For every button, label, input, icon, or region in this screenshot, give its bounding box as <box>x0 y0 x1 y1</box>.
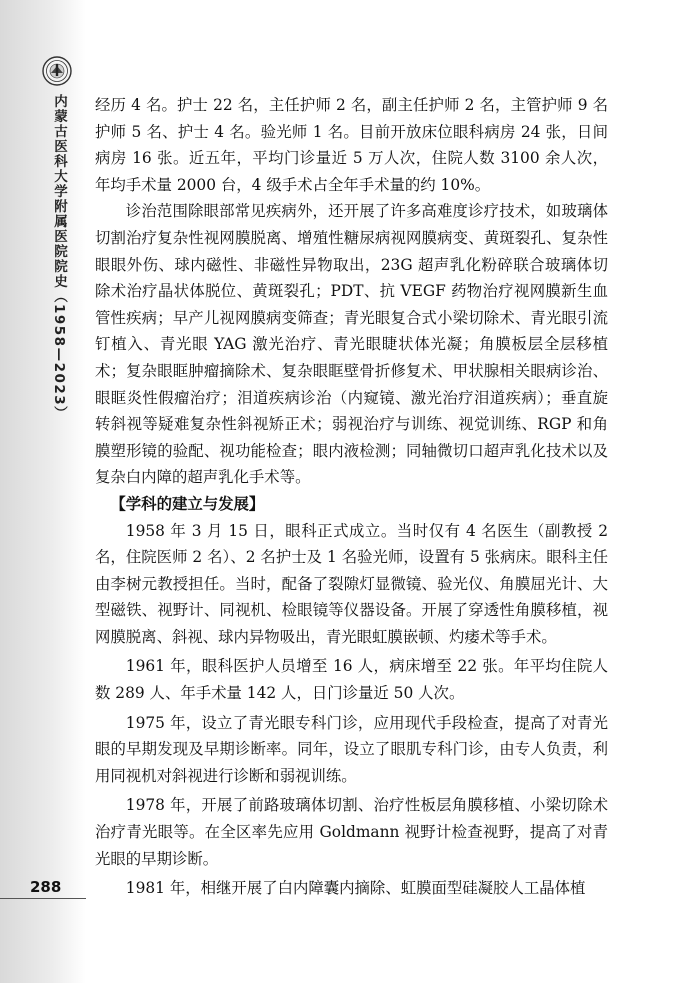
section-heading: 【学科的建立与发展】 <box>110 494 265 513</box>
paragraph-1981: 1981 年，相继开展了白内障囊内摘除、虹膜面型硅凝胶人工晶体植 <box>125 879 586 898</box>
paragraph-staff-summary: 经历 4 名。护士 22 名，主任护师 2 名，副主任护师 2 名，主管护师 9 名护师 5 名、护士 4 名。验光师 1 名。目前开放床位眼科病房 24 张，日间病房 16 张。近五年，平均门诊量近 5 万人次，住院人数 3100 余人次，年均手术量 2000 台，4 级手术占全年手术量的约 10%。 <box>95 96 608 194</box>
page-number: 288 <box>30 878 62 896</box>
side-band <box>0 0 86 983</box>
body-text <box>95 92 608 902</box>
page-number-rule <box>0 898 86 899</box>
hospital-emblem-icon <box>42 56 72 86</box>
paragraph-1958: 1958 年 3 月 15 日，眼科正式成立。当时仅有 4 名医生（副教授 2 名，住院医师 2 名）、2 名护士及 1 名验光师，设置有 5 张病床。眼科主任由李树元教授担任。当时，配备了裂隙灯显微镜、验光仪、角膜屈光计、大型磁铁、视野计、同视机、检眼镜等仪器设备。开展了穿透性角膜移植，视网膜脱离、斜视、球内异物吸出，青光眼虹膜嵌顿、灼痿术等手术。 <box>95 521 608 646</box>
paragraph-scope-of-treatment: 诊治范围除眼部常见疾病外，还开展了许多高难度诊疗技术，如玻璃体切割治疗复杂性视网膜脱离、增殖性糖尿病视网膜病变、黄斑裂孔、复杂性眼眼外伤、球内磁性、非磁性异物取出，23G 超声乳化粉碎联合玻璃体切除术治疗晶状体脱位、黄斑裂孔；PDT、抗 VEGF 药物治疗视网膜新生血管性疾病；早产儿视网膜病变筛查；青光眼复合式小梁切除术、青光眼引流钉植入、青光眼 YAG 激光治疗、青光眼睫状体光凝；角膜板层全层移植术；复杂眼眶肿瘤摘除术、复杂眼眶壁骨折修复术、甲状腺相关眼病诊治、眼眶炎性假瘤治疗；泪道疾病诊治（内窥镜、激光治疗泪道疾病）；垂直旋转斜视等疑难复杂性斜视矫正术；弱视治疗与训练、视觉训练、RGP 和角膜塑形镜的验配、视功能检查；眼内液检测；同轴微切口超声乳化技术以及复杂白内障的超声乳化手术等。 <box>95 202 608 487</box>
paragraph-1978: 1978 年，开展了前路玻璃体切割、治疗性板层角膜移植、小梁切除术治疗青光眼等。在全区率先应用 Goldmann 视野计检查视野，提高了对青光眼的早期诊断。 <box>95 796 608 868</box>
paragraph-1961: 1961 年，眼科医护人员增至 16 人，病床增至 22 张。年平均住院人数 289 人、年手术量 142 人，日门诊量近 50 人次。 <box>95 657 608 703</box>
paragraph-1975: 1975 年，设立了青光眼专科门诊，应用现代手段检查，提高了对青光眼的早期发现及早期诊断率。同年，设立了眼肌专科门诊，由专人负责，利用同视机对斜视进行诊断和弱视训练。 <box>95 713 608 785</box>
running-title: 内蒙古医科大学附属医院院史（1958—2023） <box>51 94 67 422</box>
